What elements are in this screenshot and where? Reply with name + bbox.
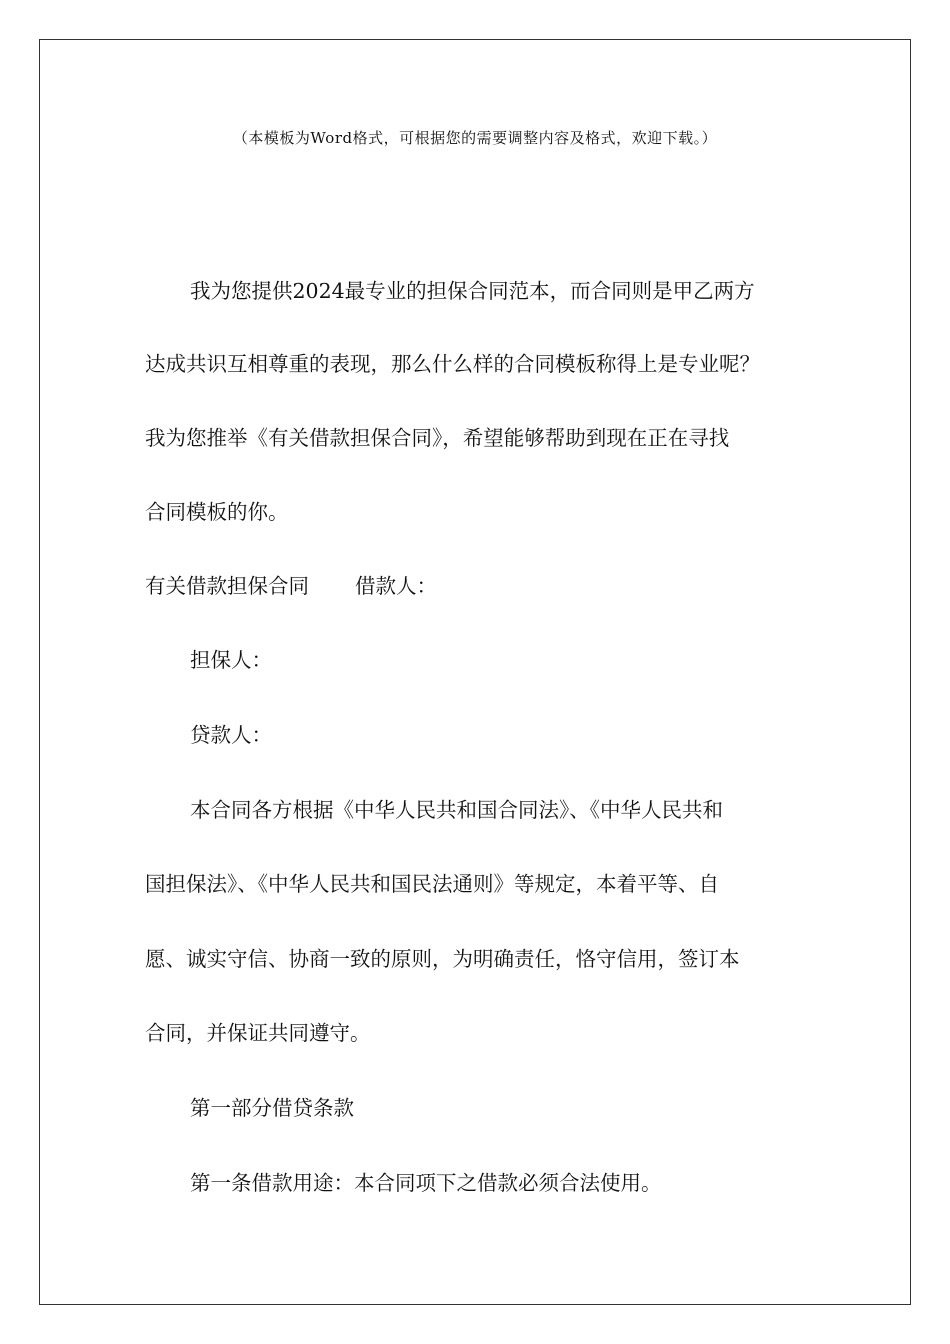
intro-line-3: 我为您推举《有关借款担保合同》，希望能够帮助到现在正在寻找 — [145, 426, 730, 450]
preamble-line-1: 本合同各方根据《中华人民共和国合同法》、《中华人民共和 — [190, 798, 723, 822]
guarantor-label: 担保人： — [190, 648, 272, 672]
part1-heading: 第一部分借贷条款 — [190, 1096, 354, 1120]
preamble-line-4: 合同，并保证共同遵守。 — [145, 1021, 371, 1045]
intro-line-4: 合同模板的你。 — [145, 500, 289, 524]
contract-title-row — [145, 571, 437, 601]
page-border — [39, 39, 911, 1305]
borrower-label: 借款人： — [355, 574, 437, 598]
intro-line-1: 我为您提供2024最专业的担保合同范本，而合同则是甲乙两方 — [190, 279, 755, 303]
article-1: 第一条借款用途：本合同项下之借款必须合法使用。 — [190, 1171, 662, 1195]
contract-title: 有关借款担保合同 — [145, 574, 309, 598]
lender-label: 贷款人： — [190, 723, 272, 747]
preamble-line-2: 国担保法》、《中华人民共和国民法通则》等规定，本着平等、自 — [145, 872, 719, 896]
template-note: （本模板为Word格式，可根据您的需要调整内容及格式，欢迎下载。） — [232, 129, 718, 147]
intro-line-2: 达成共识互相尊重的表现，那么什么样的合同模板称得上是专业呢？ — [145, 352, 760, 376]
preamble-line-3: 愿、诚实守信、协商一致的原则，为明确责任，恪守信用，签订本 — [145, 947, 740, 971]
